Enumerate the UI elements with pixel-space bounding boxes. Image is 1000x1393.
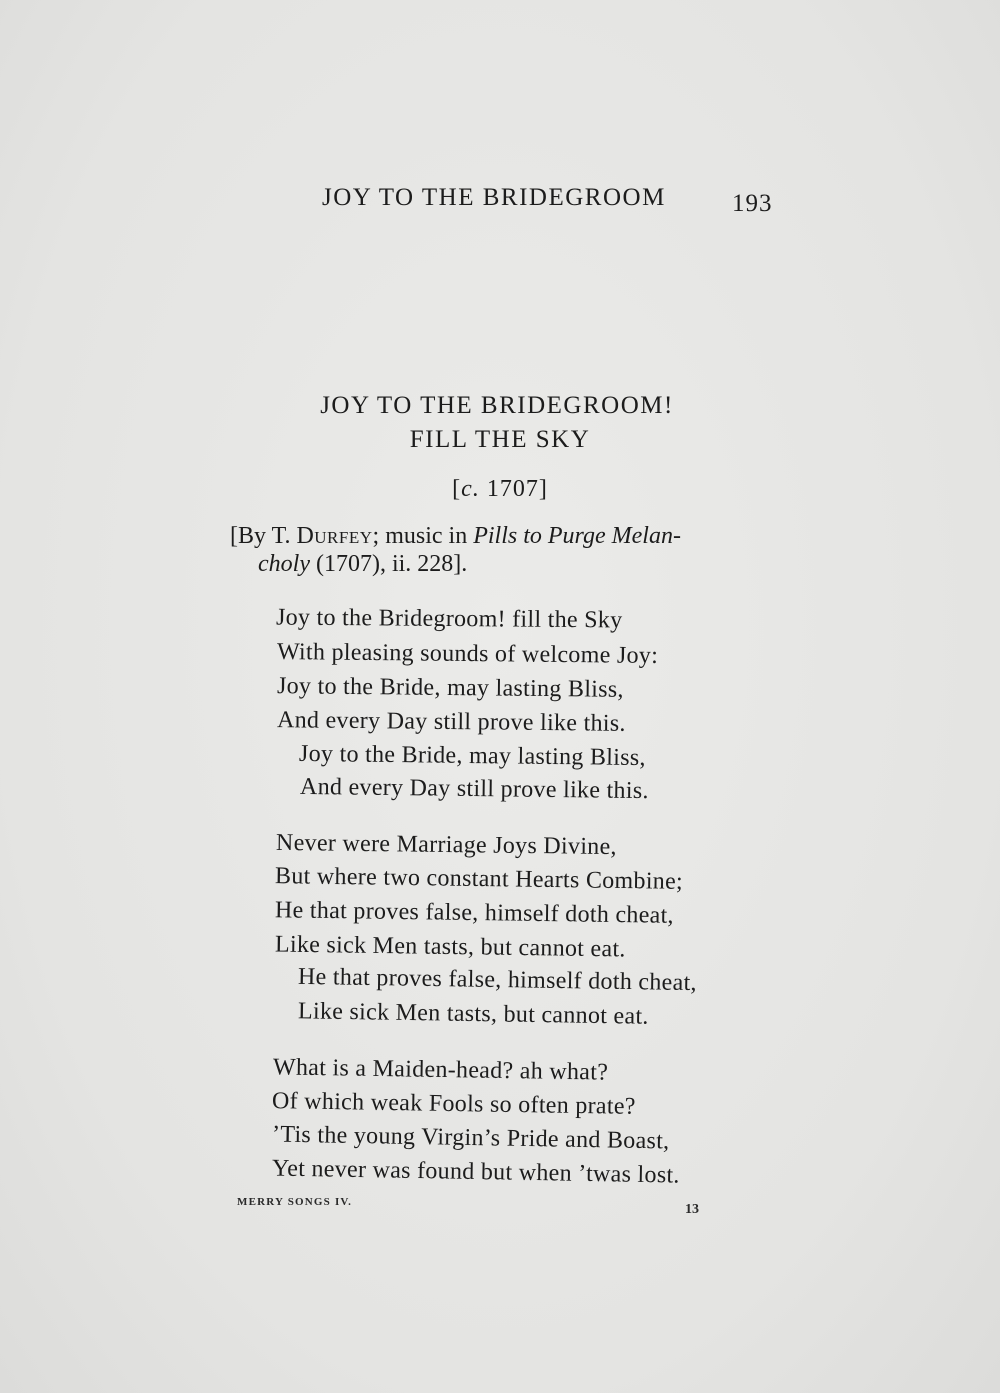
- work-title: Pills to Purge Melan-: [473, 523, 681, 549]
- verse-line: Of which weak Fools so often prate?: [271, 1088, 636, 1120]
- verse-line: And every Day still prove like this.: [299, 773, 649, 805]
- signature-mark: MERRY SONGS IV.: [237, 1196, 353, 1208]
- verse-line: Joy to the Bride, may lasting Bliss,: [276, 673, 624, 703]
- attribution-line-2: [258, 550, 467, 578]
- song-title-line-1: JOY TO THE BRIDEGROOM!: [320, 392, 674, 419]
- verse-line: But where two constant Hearts Combine;: [274, 863, 684, 895]
- page-number: 193: [732, 190, 773, 217]
- verse-line: What is a Maiden-head? ah what?: [272, 1054, 609, 1086]
- song-title-line-2: FILL THE SKY: [409, 426, 591, 453]
- attribution-line-1: [230, 522, 681, 550]
- verse-line: Like sick Men tasts, but cannot eat.: [274, 931, 626, 963]
- verse-line: With pleasing sounds of welcome Joy:: [276, 639, 659, 669]
- work-title-continued: choly: [258, 551, 310, 577]
- song-date: [0, 476, 1000, 503]
- verse-line: Never were Marriage Joys Divine,: [275, 829, 617, 861]
- date-bracket: [: [452, 476, 462, 502]
- verse-line: ’Tis the young Virgin’s Pride and Boast,: [271, 1121, 670, 1155]
- signature-number: 13: [685, 1202, 699, 1217]
- verse-line: He that proves false, himself doth cheat,: [274, 897, 675, 929]
- verse-line: Yet never was found but when ’twas lost.: [271, 1155, 680, 1189]
- attribution-reference: (1707), ii. 228].: [309, 551, 468, 577]
- attribution-prefix: [By T.: [230, 523, 297, 549]
- verse-line: Joy to the Bride, may lasting Bliss,: [298, 740, 646, 772]
- date-year: 1707]: [486, 476, 548, 502]
- date-circa: c.: [461, 476, 480, 502]
- verse-line: He that proves false, himself doth cheat,: [297, 963, 698, 997]
- verse-line: Joy to the Bridegroom! fill the Sky: [275, 604, 623, 634]
- attribution-music: ; music in: [372, 523, 474, 549]
- author-name: Durfey: [296, 523, 373, 549]
- verse-line: Like sick Men tasts, but cannot eat.: [297, 998, 649, 1030]
- running-head: JOY TO THE BRIDEGROOM: [322, 184, 666, 211]
- verse-line: And every Day still prove like this.: [276, 707, 626, 737]
